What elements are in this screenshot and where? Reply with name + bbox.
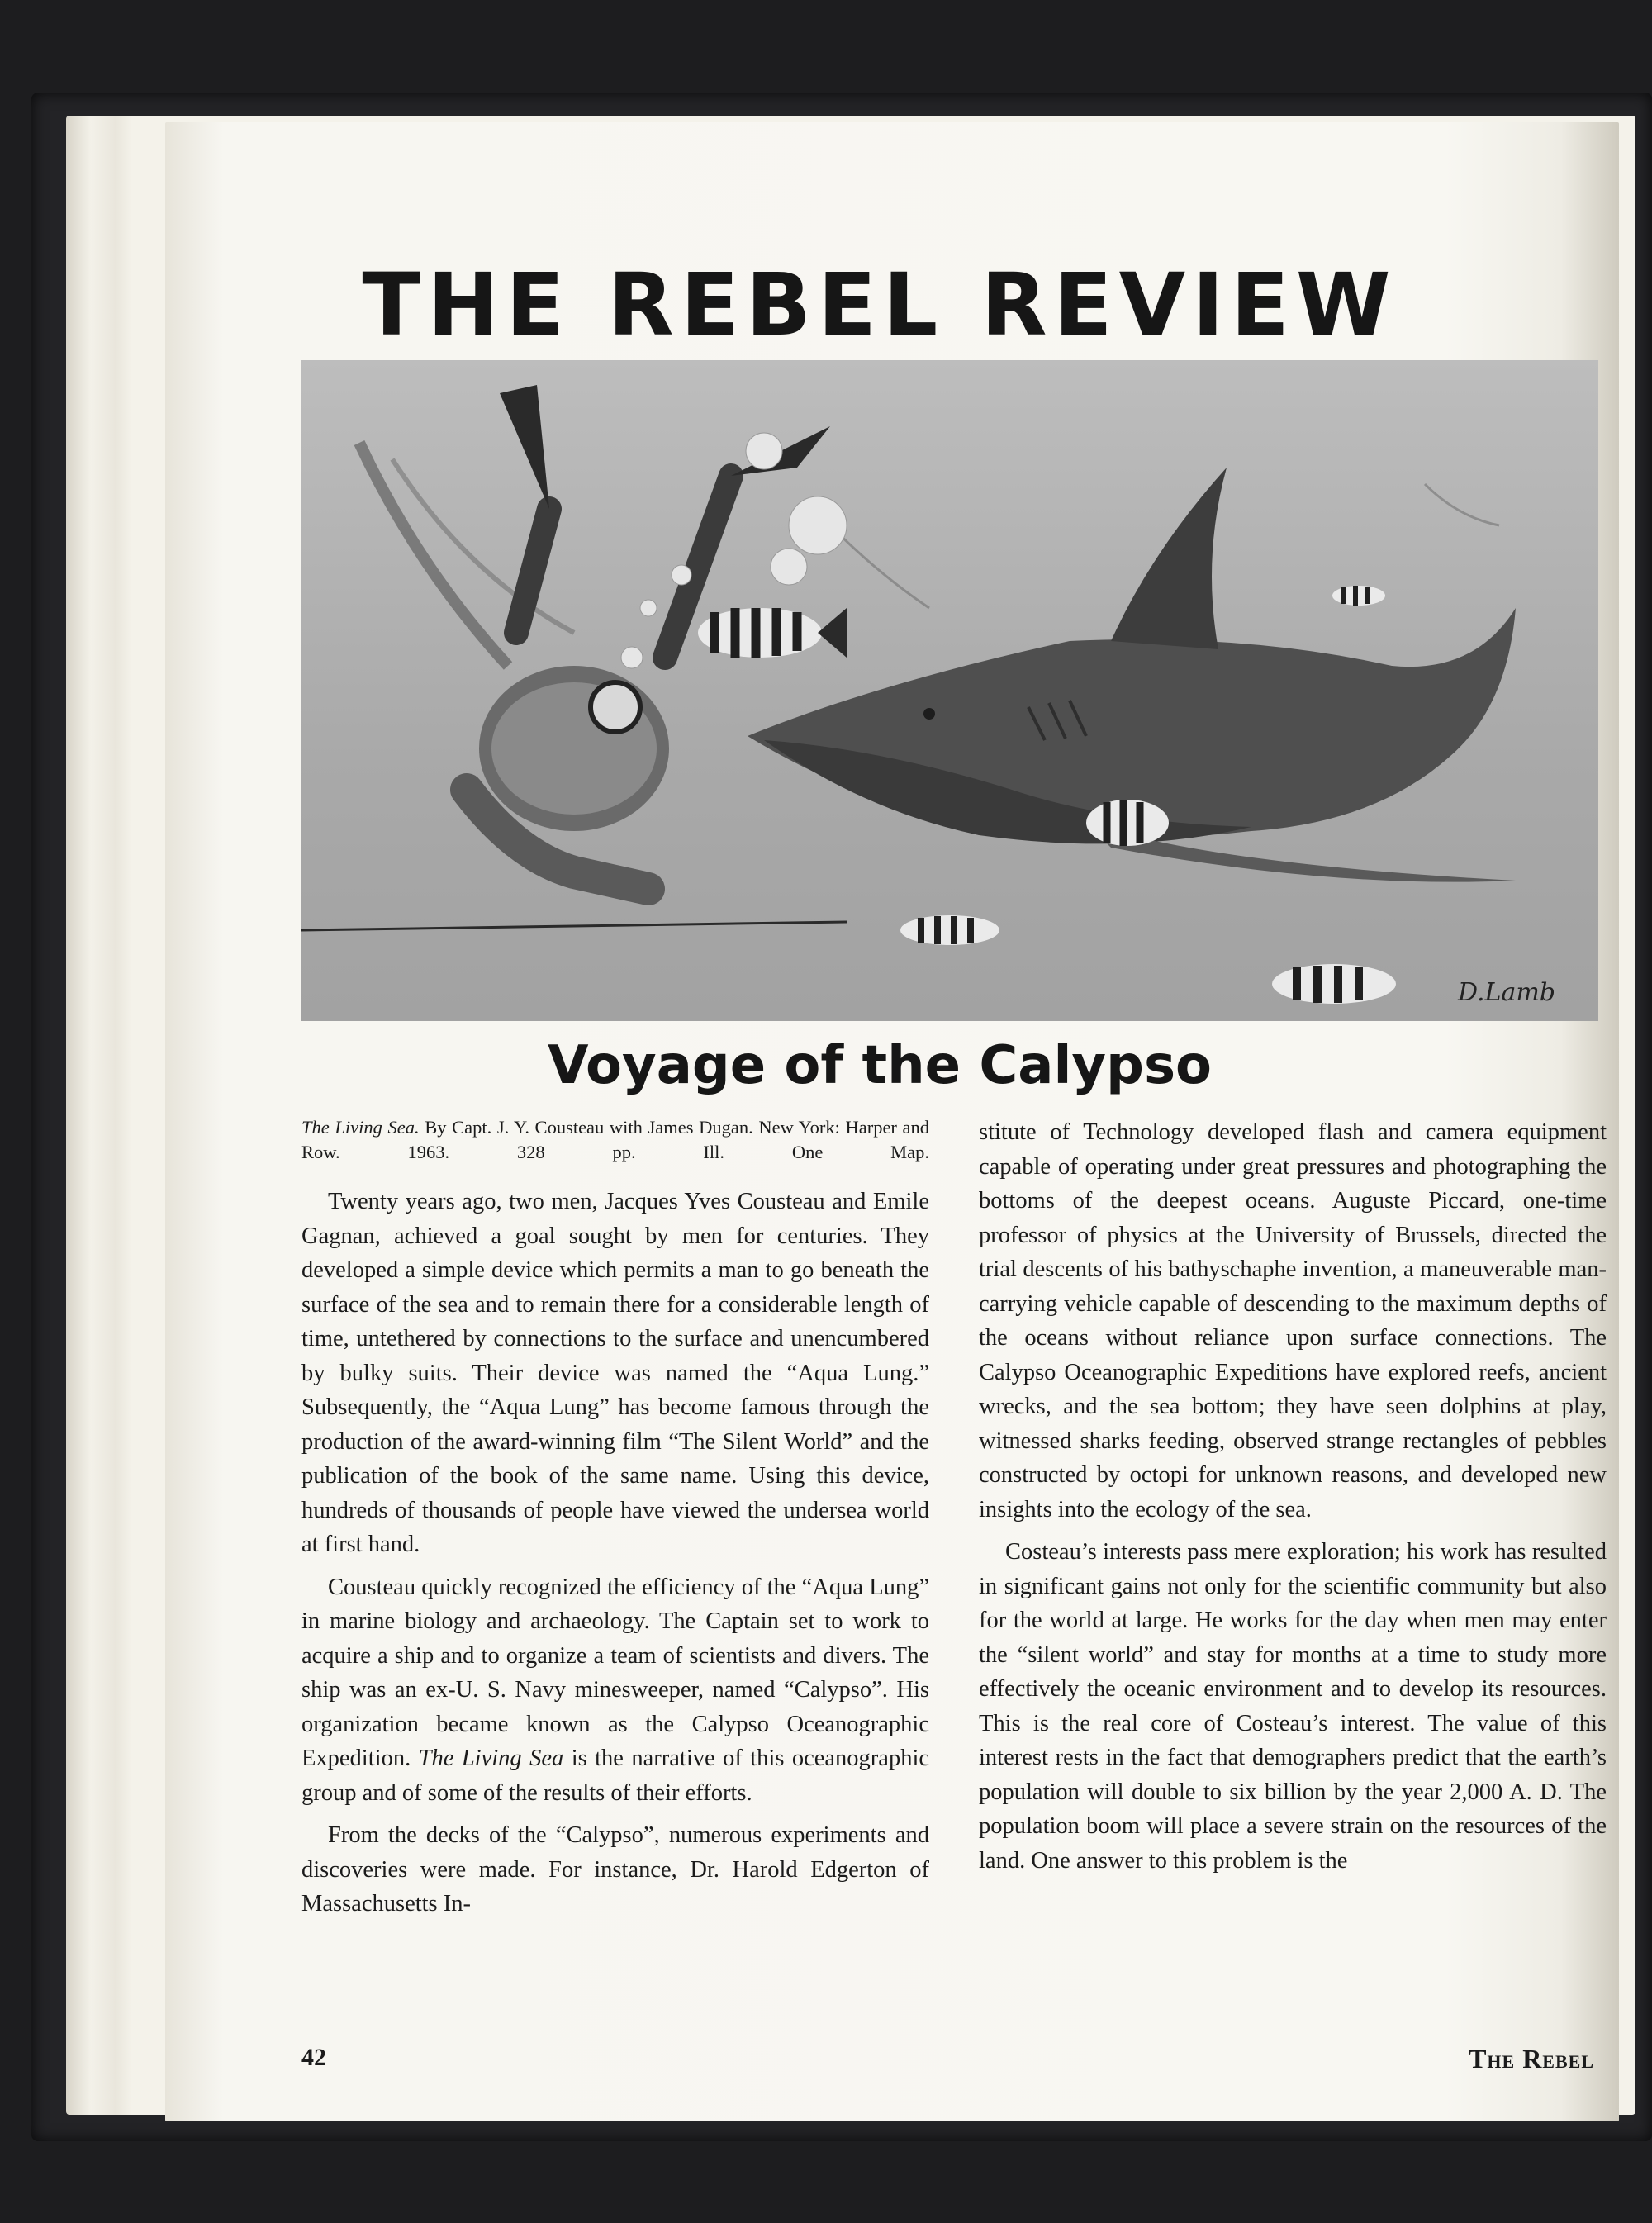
right-column [979, 1115, 1607, 1886]
shark-diver-fish-illustration-icon [301, 360, 1598, 1021]
left-column [301, 1115, 929, 1930]
book-title-inline: The Living Sea [418, 1746, 564, 1771]
paragraph-text: is the narrative of this oceanographic group and of some of the results of their efforts. [301, 1746, 930, 1806]
paragraph: From the decks of the “Calypso”, numerous experiments and discoveries were made. For instance, Dr. Harold Edgerton of Massachusetts In- [301, 1822, 929, 1917]
book-page [165, 122, 1619, 2121]
paragraph: stitute of Technology developed flash and camera equipment capable of operating under great pressures and photographing the bottoms of the deepest oceans. Auguste Piccard, one-time professor of physics at the University of Brussels, directed the trial descents of his bathyschaphe invention, a maneuverable man-carrying vehicle capable of descending to the maximum depths of the oceans without reliance upon surface connections. The Calypso Oceanographic Expeditions have explored reefs, ancient wrecks, and the sea bottom; they have seen dolphins at play, witnessed sharks feeding, observed strange rectangles of pebbles constructed by octopi for unknown reasons, and developed new insights into the ecology of the sea. [979, 1119, 1607, 1522]
citation-book-title: The Living Sea. [301, 1117, 420, 1138]
citation-authors: By Capt. J. Y. Cousteau with James Dugan. [425, 1117, 753, 1138]
illustration [301, 360, 1598, 1021]
masthead: THE REBEL REVIEW [362, 254, 1398, 355]
paragraph [301, 1570, 929, 1811]
paragraph: Costeau’s interests pass mere exploration; his work has resulted in significant gains not only for the scientific community but also for the world at large. He works for the day when men may enter the “silent world” and stay for months at a time to study more effectively the oceanic environment and to develop its resources. This is the real core of Costeau’s interest. The value of this interest rests in the fact that demographers predict that the earth’s population will double to six billion by the year 2,000 A. D. The population boom will place a severe strain on the resources of the land. One answer to this problem is the [979, 1539, 1607, 1874]
paragraph: Twenty years ago, two men, Jacques Yves Cousteau and Emile Gagnan, achieved a goal sought by men for centuries. They developed a simple device which permits a man to go beneath the surface of the sea and to remain there for a considerable length of time, untethered by connections to the surface and unencumbered by bulky suits. Their device was named the “Aqua Lung.” Subsequently, the “Aqua Lung” has become famous through the production of the award-winning film “The Silent World” and the publication of the book of the same name. Using this device, hundreds of thousands of people have viewed the undersea world at first hand. [301, 1189, 929, 1557]
article-title: Voyage of the Calypso [547, 1035, 1213, 1096]
running-title: The Rebel [1469, 2044, 1594, 2073]
illustration-signature: D.Lamb [1458, 978, 1555, 1007]
paragraph-text: Cousteau quickly recognized the efficiency of the “Aqua Lung” in marine biology and archaeology. The Captain set to work to acquire a ship and to organize a team of scientists and divers. The ship was an ex-U. S. Navy minesweeper, named “Calypso”. His organization became known as the Calypso Oceanographic Expedition. [301, 1574, 929, 1771]
citation-details: New York: Harper and Row. 1963. 328 pp. Ill. One Map. [301, 1117, 930, 1162]
page-number: 42 [301, 2044, 326, 2071]
book-citation [301, 1115, 929, 1165]
